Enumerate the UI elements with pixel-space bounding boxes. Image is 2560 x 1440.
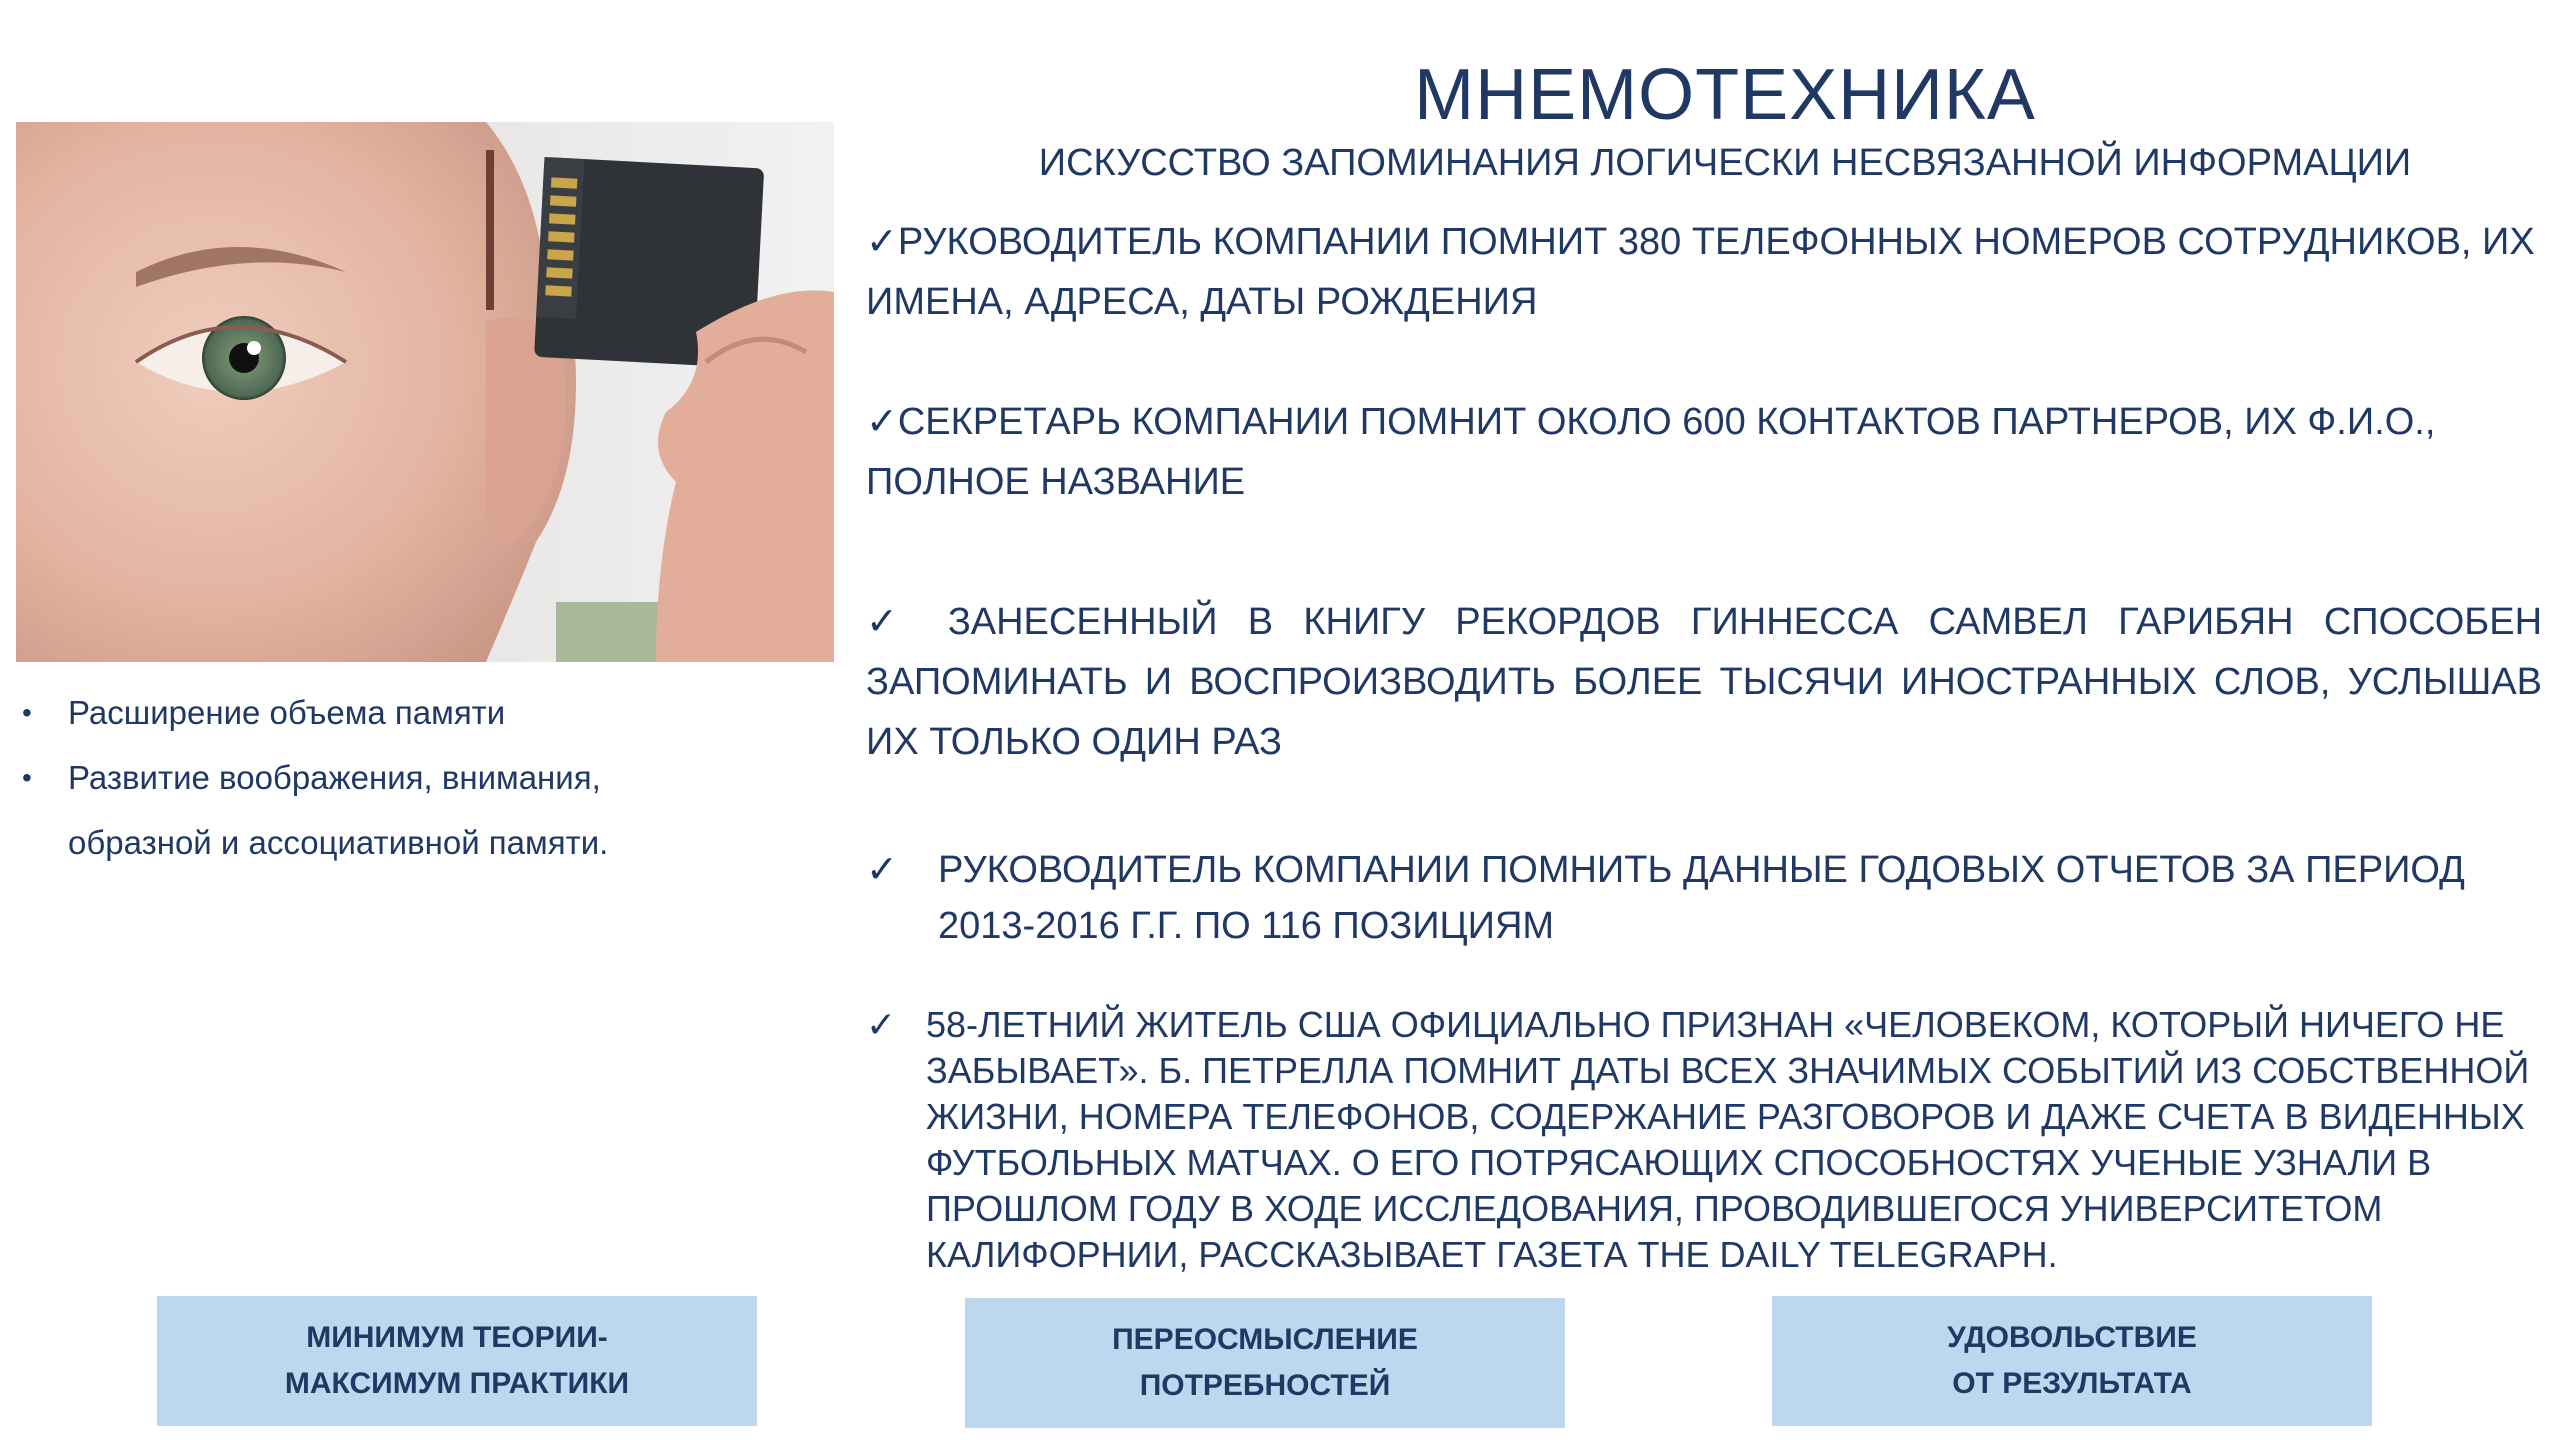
box-line: ПОТРЕБНОСТЕЙ xyxy=(1139,1369,1391,1402)
box-line: МИНИМУМ ТЕОРИИ- xyxy=(306,1321,608,1354)
fact-text: РУКОВОДИТЕЛЬ КОМПАНИИ ПОМНИТЬ ДАННЫЕ ГОДОВЫХ ОТЧЕТОВ ЗА ПЕРИОД 2013-2016 Г.Г. ПО 116 ПОЗИЦИЯМ xyxy=(938,849,2465,947)
list-item-continuation xyxy=(16,810,816,875)
list-item xyxy=(16,745,816,810)
fact-item xyxy=(866,592,2542,772)
page-title: МНЕМОТЕХНИКА xyxy=(1414,55,2036,135)
page-subtitle: ИСКУССТВО ЗАПОМИНАНИЯ ЛОГИЧЕСКИ НЕСВЯЗАННОЙ ИНФОРМАЦИИ xyxy=(1038,142,2412,184)
fact-text: СЕКРЕТАРЬ КОМПАНИИ ПОМНИТ ОКОЛО 600 КОНТАКТОВ ПАРТНЕРОВ, ИХ Ф.И.О., ПОЛНОЕ НАЗВАНИЕ xyxy=(866,401,2436,503)
checkmark-icon: ✓ xyxy=(866,1004,897,1045)
checkmark-icon: ✓ xyxy=(866,221,898,263)
fact-item xyxy=(866,1002,2542,1278)
photo-illustration xyxy=(16,122,834,662)
benefits-list xyxy=(16,680,816,875)
fact-text: 58-ЛЕТНИЙ ЖИТЕЛЬ США ОФИЦИАЛЬНО ПРИЗНАН «ЧЕЛОВЕКОМ, КОТОРЫЙ НИЧЕГО НЕ ЗАБЫВАЕТ». Б. ПЕТРЕЛЛА ПОМНИТ ДАТЫ ВСЕХ ЗНАЧИМЫХ СОБЫТИЙ ИЗ СОБСТВЕННОЙ ЖИЗНИ, НОМЕРА ТЕЛЕФОНОВ, СОДЕРЖАНИЕ РАЗГОВОРОВ И ДАЖЕ СЧЕТА В ВИДЕННЫХ ФУТБОЛЬНЫХ МАТЧАХ. О ЕГО ПОТРЯСАЮЩИХ СПОСОБНОСТЯХ УЧЕНЫЕ УЗНАЛИ В ПРОШЛОМ ГОДУ В ХОДЕ ИССЛЕДОВАНИЯ, ПРОВОДИВШЕГОСЯ УНИВЕРСИТЕТОМ КАЛИФОРНИИ, РАССКАЗЫВАЕТ ГАЗЕТА THE DAILY TELEGRAPH. xyxy=(926,1004,2530,1275)
checkmark-icon: ✓ xyxy=(866,849,898,891)
bullet-icon: • xyxy=(22,697,32,728)
fact-text: ЗАНЕСЕННЫЙ В КНИГУ РЕКОРДОВ ГИННЕССА САМВЕЛ ГАРИБЯН СПОСОБЕН ЗАПОМИНАТЬ И ВОСПРОИЗВОДИТЬ БОЛЕЕ ТЫСЯЧИ ИНОСТРАННЫХ СЛОВ, УСЛЫШАВ ИХ ТОЛЬКО ОДИН РАЗ xyxy=(866,601,2543,763)
fact-text: РУКОВОДИТЕЛЬ КОМПАНИИ ПОМНИТ 380 ТЕЛЕФОННЫХ НОМЕРОВ СОТРУДНИКОВ, ИХ ИМЕНА, АДРЕСА, ДАТЫ РОЖДЕНИЯ xyxy=(866,221,2535,323)
bullet-icon: • xyxy=(22,762,32,793)
fact-item xyxy=(866,212,2542,332)
feature-box-needs xyxy=(965,1298,1565,1428)
memory-card-photo xyxy=(16,122,834,662)
checkmark-icon: ✓ xyxy=(866,401,898,443)
box-line: МАКСИМУМ ПРАКТИКИ xyxy=(284,1367,630,1400)
fact-item xyxy=(866,842,2542,954)
benefit-text: образной и ассоциативной памяти. xyxy=(68,824,609,861)
box-line: ПЕРЕОСМЫСЛЕНИЕ xyxy=(1112,1323,1418,1356)
box-line: ОТ РЕЗУЛЬТАТА xyxy=(1952,1367,2192,1400)
list-item xyxy=(16,680,816,745)
fact-item xyxy=(866,392,2542,512)
checkmark-icon: ✓ xyxy=(866,601,918,643)
benefit-text: Развитие воображения, внимания, xyxy=(68,759,601,796)
feature-box-practice xyxy=(157,1296,757,1426)
box-line: УДОВОЛЬСТВИЕ xyxy=(1947,1321,2197,1354)
feature-box-result xyxy=(1772,1296,2372,1426)
benefit-text: Расширение объема памяти xyxy=(68,694,506,731)
